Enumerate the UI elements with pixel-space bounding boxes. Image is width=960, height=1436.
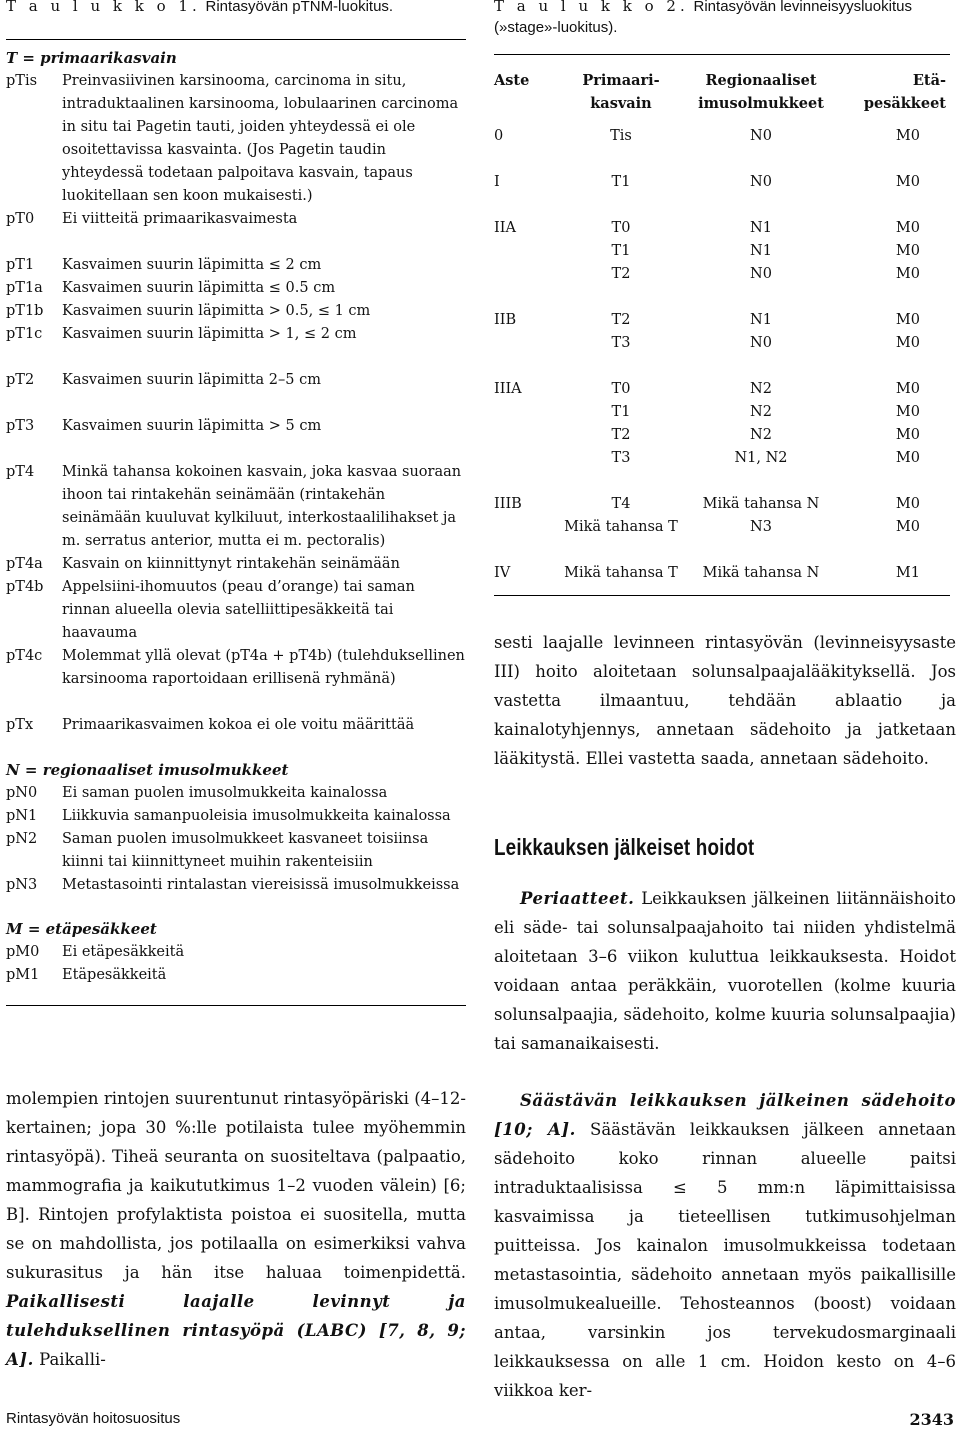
tumor-cell: T1 bbox=[611, 243, 631, 259]
left-paragraph: molempien rintojen suurentunut rintasyöpäriski (4–12-kertainen; jopa 30 %:lle potilaista tulee myöhemmin rintasyöpä). Tiheä seuranta on suositeltava (palpaatio, mammografia ja kaikututkimus 1–2 vuoden välein) [6; B]. Rintojen profylaktista poistoa ei suositella, mutta se on mahdollista, jos potilaalla on esimerkiksi vahva sukurasitus ja hän itse haluaa toimenpidettä. Paikallisesti laajalle levinnyt ja tulehduksellinen rintasyöpä (LABC) [7, 8, 9; A]. Paikalli- bbox=[6, 1089, 466, 1369]
table-row bbox=[494, 171, 950, 194]
row-description: Ei etäpesäkkeitä bbox=[62, 944, 185, 960]
table1-caption: T a u l u k k o 1. Rintasyövän pTNM-luokitus. bbox=[6, 0, 394, 15]
tumor-cell: T1 bbox=[611, 174, 631, 190]
stage-table-header bbox=[494, 55, 950, 125]
table1-bottom-rule bbox=[6, 1005, 466, 1006]
t-rows-a bbox=[6, 70, 466, 231]
node-cell: N1, N2 bbox=[734, 450, 788, 466]
table1-body bbox=[6, 46, 466, 987]
right-column bbox=[494, 0, 956, 1400]
header-aste: Aste bbox=[494, 72, 530, 89]
row-description: Kasvain on kiinnittynyt rintakehän seinämään bbox=[62, 556, 400, 572]
t-rows-c bbox=[6, 461, 466, 691]
node-cell: N1 bbox=[750, 312, 772, 328]
table2-bottom-rule bbox=[494, 595, 950, 596]
row-description: Kasvaimen suurin läpimitta > 1, ≤ 2 cm bbox=[62, 326, 357, 342]
row-description: Kasvaimen suurin läpimitta > 0.5, ≤ 1 cm bbox=[62, 303, 371, 319]
group-spacer bbox=[494, 355, 950, 378]
classification-row bbox=[6, 277, 466, 300]
row-description: Metastasointi rintalastan viereisissä imusolmukkeissa bbox=[62, 877, 460, 893]
table-row bbox=[494, 332, 950, 355]
tumor-cell: T3 bbox=[611, 335, 631, 351]
node-cell: N0 bbox=[750, 128, 772, 144]
metastasis-cell: M0 bbox=[895, 519, 920, 535]
classification-row bbox=[6, 874, 466, 897]
group-spacer bbox=[494, 539, 950, 562]
table-row bbox=[494, 562, 950, 585]
row-code: pT4a bbox=[6, 556, 43, 572]
row-code: pT1 bbox=[6, 257, 35, 273]
metastasis-cell: M0 bbox=[895, 450, 920, 466]
row-code: pM0 bbox=[6, 944, 40, 960]
stage-cell bbox=[494, 516, 556, 539]
classification-row bbox=[6, 208, 466, 231]
section-heading-wrap bbox=[494, 834, 956, 861]
stage-cell: IIA bbox=[494, 220, 516, 236]
t-row-pt3: pT3 Kasvaimen suurin läpimitta > 5 cm bbox=[6, 418, 322, 434]
row-code: pN3 bbox=[6, 877, 38, 893]
sadehoito-subheading: Säästävän leikkauksen jälkeinen sädehoito [10; A]. bbox=[494, 1091, 956, 1139]
table-row bbox=[494, 401, 950, 424]
section-title: Leikkauksen jälkeiset hoidot bbox=[494, 834, 755, 860]
classification-row bbox=[6, 323, 466, 346]
classification-row bbox=[6, 782, 466, 805]
classification-row bbox=[6, 964, 466, 987]
metastasis-cell: M0 bbox=[895, 128, 920, 144]
m-heading: M = etäpesäkkeet bbox=[6, 920, 157, 938]
metastasis-cell: M0 bbox=[895, 312, 920, 328]
tumor-cell: T1 bbox=[611, 404, 631, 420]
tumor-cell: T2 bbox=[611, 266, 631, 282]
tumor-cell: Mikä tahansa T bbox=[564, 519, 678, 535]
row-code: pN0 bbox=[6, 785, 38, 801]
node-cell: Mikä tahansa N bbox=[702, 565, 820, 581]
header-etapesakkeet: Etä- pesäkkeet bbox=[863, 72, 946, 112]
row-code: pN1 bbox=[6, 808, 38, 824]
row-description: Etäpesäkkeitä bbox=[62, 967, 167, 983]
row-code: pT1c bbox=[6, 326, 43, 342]
row-description: Saman puolen imusolmukkeet kasvaneet toisiinsa kiinni tai kiinnittyneet muihin rakenteisiin bbox=[62, 831, 429, 870]
group-spacer bbox=[494, 194, 950, 217]
node-cell: N1 bbox=[750, 243, 772, 259]
table-row bbox=[494, 447, 950, 470]
row-description: Kasvaimen suurin läpimitta ≤ 2 cm bbox=[62, 257, 322, 273]
row-code: pT4b bbox=[6, 579, 44, 595]
periaatteet-subheading: Periaatteet. bbox=[520, 889, 635, 908]
classification-row bbox=[6, 941, 466, 964]
stage-cell: IV bbox=[494, 565, 511, 581]
node-cell: N0 bbox=[750, 266, 772, 282]
row-description: Liikkuvia samanpuoleisia imusolmukkeita kainalossa bbox=[62, 808, 451, 824]
table-row bbox=[494, 424, 950, 447]
labc-subheading: Paikallisesti laajalle levinnyt ja tulehduksellinen rintasyöpä (LABC) [7, 8, 9; A]. bbox=[6, 1292, 466, 1369]
right-para-2: Periaatteet. Leikkauksen jälkeinen liitännäishoito eli säde- tai solunsalpaajahoito tai niiden yhdistelmä aloitetaan 3–6 viikon kuluttua leikkauksesta. Hoidot voidaan antaa peräkkäin, vuorotellen (kolme kuuria solunsalpaajia, sädehoito, kolme kuuria solunsalpaajia) tai samanaikaisesti. bbox=[494, 889, 956, 1053]
classification-row bbox=[6, 805, 466, 828]
node-cell: N2 bbox=[750, 427, 772, 443]
n-rows bbox=[6, 782, 466, 897]
classification-row bbox=[6, 300, 466, 323]
row-description: Ei viitteitä primaarikasvaimesta bbox=[62, 211, 298, 227]
t-rows-b bbox=[6, 254, 466, 346]
classification-row bbox=[6, 461, 466, 553]
metastasis-cell: M0 bbox=[895, 220, 920, 236]
node-cell: N2 bbox=[750, 381, 772, 397]
group-spacer bbox=[494, 286, 950, 309]
tumor-cell: T3 bbox=[611, 450, 631, 466]
header-primaarikasvain: Primaari- kasvain bbox=[582, 72, 660, 112]
row-description: Minkä tahansa kokoinen kasvain, joka kasvaa suoraan ihoon tai rintakehän seinämään (rintakehän seinämään kuuluvat kylkiluut, interkostaalilihakset ja m. serratus anterior, mutta ei m. pectoralis) bbox=[62, 464, 462, 549]
metastasis-cell: M0 bbox=[895, 427, 920, 443]
metastasis-cell: M0 bbox=[895, 335, 920, 351]
tumor-cell: Tis bbox=[610, 128, 632, 144]
classification-row bbox=[6, 254, 466, 277]
classification-row bbox=[6, 553, 466, 576]
stage-table-body bbox=[494, 125, 950, 585]
table1-top-rule bbox=[6, 39, 466, 40]
row-code: pTis bbox=[6, 73, 38, 89]
node-cell: N1 bbox=[750, 220, 772, 236]
table-row bbox=[494, 493, 950, 516]
stage-table bbox=[494, 55, 950, 585]
row-code: pM1 bbox=[6, 967, 40, 983]
classification-row bbox=[6, 645, 466, 691]
node-cell: N2 bbox=[750, 404, 772, 420]
left-column bbox=[6, 0, 466, 1369]
table-row bbox=[494, 516, 950, 539]
n-heading: N = regionaaliset imusolmukkeet bbox=[6, 761, 289, 779]
stage-cell bbox=[494, 332, 556, 355]
row-code: pN2 bbox=[6, 831, 38, 847]
right-para-1: sesti laajalle levinneen rintasyövän (levinneisyysaste III) hoito aloitetaan solunsalpaajalääkityksellä. Jos vastetta ilmaantuu, tehdään ablaatio ja kainalotyhjennys, annetaan sädehoito ja jatketaan lääkitystä. Ellei vastetta saada, annetaan sädehoito. bbox=[494, 633, 956, 768]
stage-cell bbox=[494, 424, 556, 447]
metastasis-cell: M0 bbox=[895, 174, 920, 190]
row-description: Appelsiini-ihomuutos (peau d’orange) tai saman rinnan alueella olevia satelliittipesäkkeitä tai haavauma bbox=[62, 579, 415, 641]
tumor-cell: T2 bbox=[611, 427, 631, 443]
stage-cell: 0 bbox=[494, 128, 504, 144]
node-cell: Mikä tahansa N bbox=[702, 496, 820, 512]
m-rows bbox=[6, 941, 466, 987]
classification-row bbox=[6, 576, 466, 645]
stage-cell bbox=[494, 401, 556, 424]
tumor-cell: T0 bbox=[611, 381, 631, 397]
footer-title: Rintasyövän hoitosuositus bbox=[6, 1410, 181, 1427]
row-code: pT0 bbox=[6, 211, 35, 227]
t-row-ptx: pTx Primaarikasvaimen kokoa ei ole voitu määrittää bbox=[6, 717, 415, 733]
stage-cell bbox=[494, 240, 556, 263]
table-row bbox=[494, 378, 950, 401]
group-spacer bbox=[494, 470, 950, 493]
metastasis-cell: M0 bbox=[895, 404, 920, 420]
classification-row bbox=[6, 70, 466, 208]
stage-cell bbox=[494, 447, 556, 470]
stage-cell: IIIA bbox=[494, 381, 522, 397]
row-code: pT4c bbox=[6, 648, 43, 664]
stage-cell bbox=[494, 263, 556, 286]
table-row bbox=[494, 263, 950, 286]
metastasis-cell: M0 bbox=[895, 243, 920, 259]
metastasis-cell: M0 bbox=[895, 496, 920, 512]
tumor-cell: T0 bbox=[611, 220, 631, 236]
row-code: pT1b bbox=[6, 303, 44, 319]
metastasis-cell: M0 bbox=[895, 266, 920, 282]
table2-caption: T a u l u k k o 2. Rintasyövän levinneisyysluokitus (»stage»-luokitus). bbox=[494, 0, 912, 36]
t-heading: T = primaarikasvain bbox=[6, 49, 177, 67]
stage-cell: IIB bbox=[494, 312, 517, 328]
right-para-3: Säästävän leikkauksen jälkeinen sädehoito [10; A]. Säästävän leikkauksen jälkeen annetaan sädehoito koko rinnan alueelle paitsi intraduktaalisissa ≤ 5 mm:n läpimittaisissa kasvaimissa ja tieteellisen tutkimusohjelman puitteissa. Jos kainalon imusolmukkeissa todetaan metastasointia, sädehoito annetaan myös paikallisille imusolmukealueille. Tehosteannos (boost) voidaan antaa, varsinkin jos tervekudosmarginaali leikkauksessa on alle 1 cm. Hoidon kesto on 4–6 viikkoa ker- bbox=[494, 1091, 956, 1400]
tumor-cell: Mikä tahansa T bbox=[564, 565, 678, 581]
metastasis-cell: M0 bbox=[895, 381, 920, 397]
node-cell: N0 bbox=[750, 174, 772, 190]
node-cell: N0 bbox=[750, 335, 772, 351]
table-row bbox=[494, 309, 950, 332]
node-cell: N3 bbox=[750, 519, 772, 535]
row-code: pT1a bbox=[6, 280, 43, 296]
table-row bbox=[494, 125, 950, 148]
tumor-cell: T4 bbox=[611, 496, 631, 512]
row-description: Molemmat yllä olevat (pT4a + pT4b) (tulehduksellinen karsinooma raportoidaan erillisenä ryhmänä) bbox=[62, 648, 465, 687]
classification-row bbox=[6, 828, 466, 874]
table-row bbox=[494, 217, 950, 240]
tumor-cell: T2 bbox=[611, 312, 631, 328]
group-spacer bbox=[494, 148, 950, 171]
stage-cell: I bbox=[494, 174, 500, 190]
header-imusolmukkeet: Regionaaliset imusolmukkeet bbox=[698, 72, 824, 112]
page-number: 2343 bbox=[909, 1410, 954, 1429]
metastasis-cell: M1 bbox=[895, 565, 920, 581]
t-row-pt2: pT2 Kasvaimen suurin läpimitta 2–5 cm bbox=[6, 372, 321, 388]
row-code: pT4 bbox=[6, 464, 35, 480]
stage-cell: IIIB bbox=[494, 496, 522, 512]
row-description: Ei saman puolen imusolmukkeita kainalossa bbox=[62, 785, 388, 801]
row-description: Kasvaimen suurin läpimitta ≤ 0.5 cm bbox=[62, 280, 336, 296]
table-row bbox=[494, 240, 950, 263]
row-description: Preinvasiivinen karsinooma, carcinoma in situ, intraduktaalinen karsinooma, lobulaarinen carcinoma in situ tai Pagetin tauti, joiden yhteydessä ei ole osoitettavissa kasvainta. (Jos Pagetin taudin yhteydessä todetaan palpoitava kasvain, tapaus luokitellaan sen koon mukaisesti.) bbox=[62, 73, 459, 204]
